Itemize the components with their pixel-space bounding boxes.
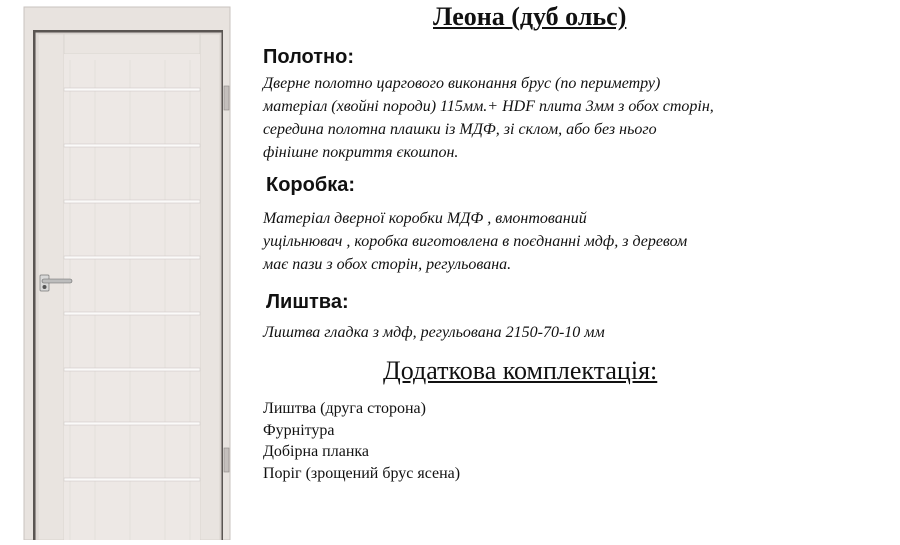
extras-heading: Додаткова комплектація: (383, 356, 658, 385)
text-line: середина полотна плашки із МДФ, зі склом, або без нього (263, 121, 657, 138)
section-text-frame (263, 207, 687, 276)
section-text-casing (263, 321, 605, 344)
door-illustration (0, 0, 250, 540)
text-line: ущільнювач , коробка виготовлена в поєднанні мдф, з деревом (263, 233, 688, 250)
glass-strip (64, 144, 200, 147)
glass-strip (64, 88, 200, 91)
page-title: Леона (дуб ольс) (433, 2, 627, 31)
text-line: фінішне покриття єкошпон. (263, 144, 459, 161)
door-image (0, 0, 250, 540)
glass-strip (64, 312, 200, 315)
list-item: Поріг (зрощений брус ясена) (263, 464, 461, 482)
hinge-bottom (224, 448, 229, 472)
text-line: Дверне полотно царгового виконання брус (по периметру) (263, 75, 661, 92)
text-line: Матеріал дверної коробки МДФ , вмонтований (263, 210, 587, 227)
text-line: Лиштва гладка з мдф, регульована 2150-70-10 мм (263, 324, 605, 341)
section-heading-casing: Лиштва: (266, 291, 349, 313)
door-center-panel (64, 54, 200, 540)
door-top-rail (64, 34, 200, 54)
hinge-top (224, 86, 229, 110)
glass-strip (64, 256, 200, 259)
glass-strip (64, 200, 200, 203)
glass-strip (64, 422, 200, 425)
extras-list (263, 398, 460, 484)
list-item: Добірна планка (263, 443, 370, 460)
door-right-stile (200, 34, 220, 540)
section-heading-leaf: Полотно: (263, 46, 355, 68)
text-line: матеріал (хвойні породи) 115мм.+ HDF плита 3мм з обох сторін, (263, 98, 714, 115)
list-item: Фурнітура (263, 421, 335, 439)
list-item: Лиштва (друга сторона) (263, 400, 426, 417)
section-text-leaf (263, 72, 714, 164)
text-line: має пази з обох сторін, регульована. (263, 256, 512, 273)
glass-strip (64, 478, 200, 481)
section-heading-frame: Коробка: (266, 174, 356, 196)
glass-strip (64, 368, 200, 371)
